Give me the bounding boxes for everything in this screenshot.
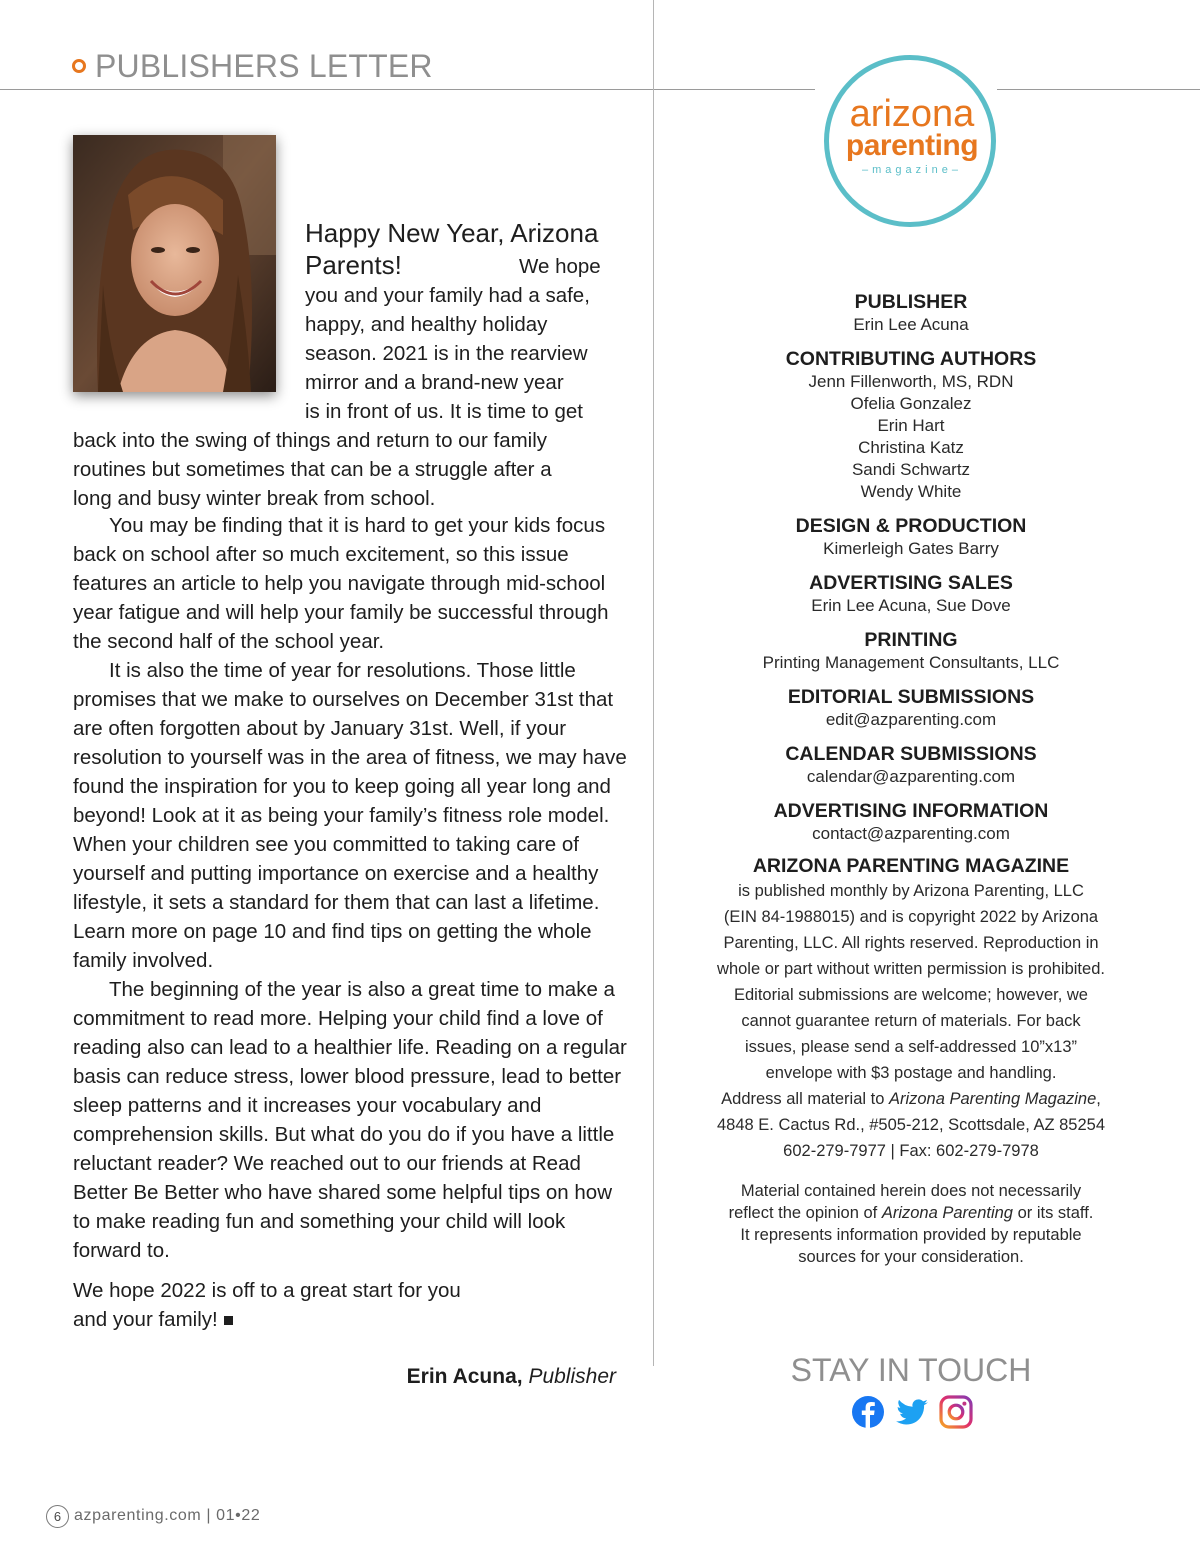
masthead-line: Christina Katz xyxy=(858,438,964,457)
address-suffix: , xyxy=(1096,1090,1101,1108)
address-prefix: Address all material to xyxy=(721,1090,889,1108)
facebook-icon[interactable] xyxy=(850,1394,886,1430)
letter-closing xyxy=(73,1276,473,1334)
letter-signature xyxy=(300,1365,616,1389)
masthead-heading: ADVERTISING SALES xyxy=(809,572,1013,594)
lead-line: you and your family had a safe, xyxy=(305,284,590,307)
masthead-group xyxy=(700,571,1122,617)
letter-paragraph: It is also the time of year for resolutions. Those little promises that we make to ourselves on December 31st that are often forgotten about by January 31st. Well, if your resolution to yourself was in the area of fitness, we may have found the inspiration for you to keep going all year long and beyond! Look at it as being your family’s fitness role model. When your children see you committed to taking care of yourself and putting importance on exercise and a healthy lifestyle, it sets a standard for them that can last a lifetime. Learn more on page 10 and find tips on getting the whole family involved. xyxy=(73,659,627,972)
letter-paragraph: You may be finding that it is hard to get your kids focus back on school after so much excitement, so this issue features an article to help you navigate through mid-school year fatigue and will help your family be successful through the second half of the school year. xyxy=(73,514,609,653)
disclaimer-line: sources for your consideration. xyxy=(798,1248,1024,1266)
legal-line: Parenting, LLC. All rights reserved. Reproduction in xyxy=(723,934,1099,952)
lead-line: season. 2021 is in the rearview xyxy=(305,342,588,365)
legal-line: is published monthly by Arizona Parenting, LLC xyxy=(738,882,1084,900)
masthead-heading: DESIGN & PRODUCTION xyxy=(795,515,1027,537)
masthead xyxy=(700,290,1122,1268)
lead-line: long and busy winter break from school. xyxy=(73,487,436,510)
disclaimer-line xyxy=(700,1202,1122,1224)
calendar-email-link[interactable]: calendar@azparenting.com xyxy=(806,767,1016,786)
logo-word-arizona: arizona xyxy=(849,93,975,135)
lead-line: routines but sometimes that can be a struggle after a xyxy=(73,458,552,481)
magazine-legal xyxy=(700,854,1122,1164)
footer-text: azparenting.com | 01•22 xyxy=(74,1507,261,1524)
address-street: 4848 E. Cactus Rd., #505-212, Scottsdale, AZ 85254 xyxy=(717,1116,1105,1134)
disclaimer-part: reflect the opinion of xyxy=(728,1204,882,1222)
masthead-group xyxy=(700,685,1122,731)
advertising-email-link[interactable]: contact@azparenting.com xyxy=(812,824,1010,843)
lead-line: is in front of us. It is time to get xyxy=(305,400,584,423)
lead-line: mirror and a brand-new year xyxy=(305,371,564,394)
header-rule-right xyxy=(997,89,1200,90)
masthead-line: Sandi Schwartz xyxy=(851,460,971,479)
twitter-icon[interactable] xyxy=(894,1394,930,1430)
logo-word-magazine: –magazine– xyxy=(862,164,962,176)
phone-fax: 602-279-7977 | Fax: 602-279-7978 xyxy=(783,1142,1039,1160)
legal-line: (EIN 84-1988015) and is copyright 2022 by Arizona xyxy=(723,908,1099,926)
lead-line: happy, and healthy holiday xyxy=(305,313,548,336)
masthead-heading: PUBLISHER xyxy=(854,291,968,313)
masthead-heading: PRINTING xyxy=(864,629,958,651)
letter-body xyxy=(73,511,628,1265)
lead-line: We hope xyxy=(519,255,601,278)
letter-greeting: Happy New Year, Arizona Parents! xyxy=(305,218,599,280)
masthead-group xyxy=(700,628,1122,674)
column-divider xyxy=(653,0,654,1366)
signature-name: Erin Acuna, xyxy=(406,1365,523,1388)
legal-line: issues, please send a self-addressed 10”x13” xyxy=(744,1038,1078,1056)
masthead-group xyxy=(700,799,1122,845)
magazine-heading: ARIZONA PARENTING MAGAZINE xyxy=(752,855,1070,877)
social-links xyxy=(848,1394,976,1434)
signature-title: Publisher xyxy=(528,1365,616,1388)
masthead-line: Wendy White xyxy=(860,482,962,501)
masthead-line: Erin Lee Acuna xyxy=(853,315,969,334)
masthead-line: Ofelia Gonzalez xyxy=(850,394,972,413)
publisher-portrait-image xyxy=(73,135,276,392)
disclaimer-line: It represents information provided by reputable xyxy=(740,1226,1082,1244)
editorial-email-link[interactable]: edit@azparenting.com xyxy=(825,710,997,729)
publisher-photo xyxy=(73,135,276,392)
legal-line: envelope with $3 postage and handling. xyxy=(765,1064,1057,1082)
lead-line: back into the swing of things and return to our family xyxy=(73,429,548,452)
masthead-line: Jenn Fillenworth, MS, RDN xyxy=(808,372,1014,391)
masthead-heading: CONTRIBUTING AUTHORS xyxy=(785,348,1037,370)
stay-in-touch-title: STAY IN TOUCH xyxy=(790,1352,1032,1388)
legal-line: cannot guarantee return of materials. For back xyxy=(741,1012,1081,1030)
masthead-line: Erin Hart xyxy=(877,416,945,435)
masthead-line: Erin Lee Acuna, Sue Dove xyxy=(811,596,1011,615)
disclaimer-line: Material contained herein does not necessarily xyxy=(740,1182,1082,1200)
page-number-badge: 6 xyxy=(46,1505,69,1528)
masthead-group xyxy=(700,290,1122,336)
masthead-group xyxy=(700,347,1122,503)
instagram-icon[interactable] xyxy=(938,1394,974,1430)
address-magazine-name: Arizona Parenting Magazine xyxy=(888,1090,1097,1108)
masthead-heading: EDITORIAL SUBMISSIONS xyxy=(787,686,1035,708)
legal-line: Editorial submissions are welcome; however, we xyxy=(734,986,1088,1004)
masthead-group xyxy=(700,742,1122,788)
section-title: PUBLISHERS LETTER xyxy=(95,48,433,84)
masthead-group xyxy=(700,514,1122,560)
disclaimer-part: or its staff. xyxy=(1012,1204,1094,1222)
header-rule xyxy=(0,89,815,90)
section-bullet-icon xyxy=(72,59,86,73)
letter-paragraph: The beginning of the year is also a great time to make a commitment to read more. Helping your child find a love of reading also can lead to a healthier life. Reading on a regular basis can reduce stress, lower blood pressure, lead to better sleep patterns and it increases your vocabulary and comprehension skills. But what do you do if you have a little reluctant reader? We reached out to our friends at Read Better Be Better who have shared some helpful tips on how to make reading fun and something your child will look forward to. xyxy=(73,978,627,1262)
disclaimer-magazine-name: Arizona Parenting xyxy=(881,1204,1013,1222)
masthead-heading: CALENDAR SUBMISSIONS xyxy=(785,743,1037,765)
disclaimer xyxy=(700,1180,1122,1268)
masthead-line: Kimerleigh Gates Barry xyxy=(823,539,999,558)
end-mark-icon xyxy=(224,1316,233,1325)
masthead-line: Printing Management Consultants, LLC xyxy=(762,653,1060,672)
address-line xyxy=(700,1086,1122,1112)
logo-word-parenting: parenting xyxy=(845,129,979,162)
legal-line: whole or part without written permission is prohibited. xyxy=(717,960,1105,978)
masthead-heading: ADVERTISING INFORMATION xyxy=(773,800,1049,822)
closing-text: We hope 2022 is off to a great start for you and your family! xyxy=(73,1279,461,1331)
